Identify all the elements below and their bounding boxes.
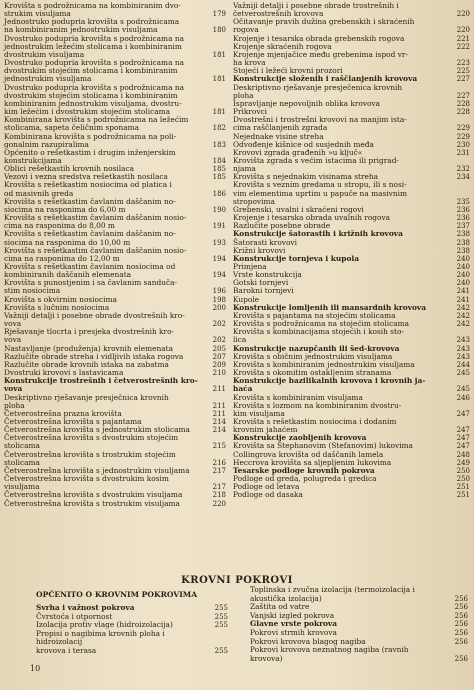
entry-page: 202 (212, 336, 226, 345)
entry-page: 186 (212, 189, 226, 198)
entry-title: Konstrukcije nazupčanih ili šed-krovova (233, 343, 400, 353)
index-entry (233, 377, 470, 385)
entry-page: 236 (456, 214, 470, 223)
entry-page: 248 (456, 450, 470, 459)
entry-title: Četverostrešna krovišta s dvostrukim stojećim (4, 433, 179, 443)
entry-title: Deskriptivno rješavanje presječnica krovnih (4, 392, 169, 402)
section-title: KROVNI POKROVI (181, 575, 293, 586)
entry-title: Četverostrešna krovišta s trostrukim stojećim (4, 449, 176, 459)
entry-title: Krovišta zgrada s većim istacima ili prigrad- (233, 155, 399, 165)
entry-page: 227 (456, 75, 470, 84)
entry-title: Dvostruko podupria krovišta s podrožnicama na (4, 33, 184, 43)
entry-title: Nejednake visine streha (233, 131, 324, 141)
entry-title: Krovišta s kombiniranim visuljama (233, 392, 363, 402)
entry-page: 255 (214, 604, 228, 612)
entry-page: 245 (456, 369, 470, 378)
entry-title: Pokrovi strmih krovova (250, 627, 337, 637)
entry-title: Dvostruko podupria krovišta s podrožnicama na (4, 82, 184, 92)
entry-title: konstrukcijama (4, 155, 62, 165)
entry-title: vova (4, 384, 23, 394)
entry-title: Konstrukcije šatorastih i križnih krovova (233, 229, 403, 239)
entry-page: 211 (212, 401, 226, 410)
entry-page: 184 (212, 156, 226, 165)
entry-title: visuljama (4, 482, 40, 492)
entry-page: 245 (456, 385, 470, 394)
entry-title: ha krova (233, 58, 266, 68)
entry-page: 211 (212, 385, 226, 394)
entry-page: 256 (454, 594, 468, 603)
entry-page: 216 (212, 458, 226, 467)
entry-title: Podloge od greda, polugreda i gredica (233, 474, 377, 484)
entry-page: 181 (212, 50, 226, 59)
entry-title: lica (233, 335, 247, 345)
entry-page: 228 (456, 99, 470, 108)
right-column (233, 2, 470, 500)
entry-title: Kombinirana krovišta s podrožnicama na ležećim (4, 115, 189, 125)
entry-page: 238 (456, 238, 470, 247)
entry-title: Četverostrešna krovišta s dvostrukim kosim (4, 474, 169, 484)
entry-page: 242 (456, 303, 470, 312)
entry-title: Krovišta sa Stephanovim (Stefanovim) lukovima (233, 441, 413, 451)
entry-title: Ispravljanje nepovoljnih oblika krovova (233, 98, 381, 108)
entry-title: rogova (233, 25, 259, 35)
entry-title: Krovišta s kombinacijama stojećih i kosih sto- (233, 327, 404, 337)
entry-title: krovnim jahaćem (233, 425, 298, 435)
entry-page: 251 (456, 483, 470, 492)
entry-page: 202 (212, 320, 226, 329)
entry-page: 236 (456, 205, 470, 214)
entry-title: stropovima (233, 196, 275, 206)
entry-title: Dvostruki krovovi s lastavicama (4, 368, 124, 378)
entry-title: kim ležećim i dvostrukim stojećim stolicama (4, 107, 171, 117)
entry-title: Krovišta s kombiniranim jednostrukim visuljama (233, 359, 415, 369)
entry-title: stolicama (4, 457, 40, 467)
entry-page: 223 (456, 59, 470, 68)
entry-title: Krovišta s okvirnim nosiocima (4, 294, 117, 304)
index-entry (36, 647, 228, 656)
entry-title: Barokni tornjevi (233, 286, 294, 296)
entry-page: 225 (456, 67, 470, 76)
entry-title: cima na rasponima do 8,00 m (4, 221, 115, 231)
entry-title: ploha (4, 400, 25, 410)
entry-page: 218 (212, 491, 226, 500)
index-entry (36, 630, 228, 647)
bottom-left-list (36, 604, 228, 656)
entry-page: 220 (456, 10, 470, 19)
entry-page: 211 (212, 409, 226, 418)
entry-title: Vrste konstrukcija (233, 270, 302, 280)
entry-page: 220 (456, 26, 470, 35)
entry-title: vova (4, 335, 22, 345)
index-entry (233, 51, 470, 59)
index-entry (233, 255, 470, 263)
entry-title: Konstrukcije bazilikalnih krovova i krovnih ja- (233, 376, 426, 386)
entry-page: 246 (456, 393, 470, 402)
entry-page: 185 (212, 165, 226, 174)
entry-title: vim elementima uprtim u papuče na masivnim (233, 188, 407, 198)
entry-title: krovova) (250, 653, 283, 663)
entry-title: Krovišta s rešetkastim čavlanim daščanim nosio- (4, 245, 187, 255)
entry-page: 194 (212, 254, 226, 263)
entry-page: 230 (456, 140, 470, 149)
index-entry (233, 84, 470, 92)
entry-title: Važniji detalji i posebne obrade trostrešnih i (233, 1, 399, 10)
entry-title: Jednostruko podupria krovišta s podrožnicama (4, 17, 180, 27)
entry-title: vova (4, 319, 22, 329)
entry-page: 214 (212, 426, 226, 435)
entry-page: 247 (456, 409, 470, 418)
entry-page: 256 (454, 611, 468, 620)
entry-title: Krovišta s okomitim ostakl|enim stranama (233, 368, 392, 378)
entry-title: Krovišta s lučnim nosiocima (4, 302, 110, 312)
entry-title: stim nosiocima (4, 286, 61, 296)
entry-page: 221 (456, 34, 470, 43)
entry-title: Gotski tornjevi (233, 278, 289, 288)
entry-page: 238 (456, 230, 470, 239)
entry-title: dvostrukim stojećim stolicama i kombiniranim (4, 66, 178, 76)
entry-page: 215 (212, 442, 226, 451)
entry-page: 182 (212, 124, 226, 133)
entry-page: 229 (456, 124, 470, 133)
index-entry (250, 655, 468, 664)
entry-title: Krovišta s rešetkastim nosiocima i dodanim (233, 416, 397, 426)
entry-title: Pokrovi krovova blagog nagiba (250, 636, 366, 646)
entry-page: 179 (212, 10, 226, 19)
entry-title: Razlučite obrade krovnih istaka na zabatma (4, 359, 169, 369)
entry-title: stolicama, sapeta čeličnim sponama (4, 123, 140, 133)
entry-page: 247 (456, 434, 470, 443)
entry-page: 194 (212, 271, 226, 280)
entry-title: Konstrukcije lomljenih ili mansardnih krovova (233, 302, 427, 312)
entry-title: Kupole (233, 294, 260, 304)
entry-title: jednostrukim ležećim stolicama i kombiniranim (4, 41, 182, 51)
entry-page: 205 (212, 344, 226, 353)
index-entry (233, 287, 470, 295)
entry-title: Važniji detalji i posebne obrade dvostrešnih kro- (4, 310, 185, 320)
entry-title: Tesarske podloge krovnih pokrova (233, 465, 375, 475)
entry-title: Križni krovovi (233, 245, 286, 255)
index-entry (4, 328, 226, 336)
index-entry (4, 312, 226, 320)
entry-title: dvostrukim stojećim stolicama i kombiniranim (4, 90, 178, 100)
entry-page: 241 (456, 295, 470, 304)
entry-page: 227 (456, 91, 470, 100)
entry-title: Šatorasti krovovi (233, 237, 297, 247)
entry-title: Krovišta s rešetkastim čavlanim daščanim no- (4, 229, 176, 239)
entry-title: Krojenje skraćenih rogova (233, 41, 332, 51)
index-entry (233, 491, 470, 499)
entry-page: 243 (456, 344, 470, 353)
entry-title: Heccrova krovišta sa sljepljenim lukovima (233, 457, 392, 467)
entry-title: Općenito o rešetkastim i drugim inženjerskim (4, 147, 176, 157)
entry-title: Četverostrešna prazna krovišta (4, 408, 122, 418)
entry-page: 247 (456, 442, 470, 451)
entry-title: siocima na rasponima do 6,00 m (4, 204, 126, 214)
entry-page: 180 (212, 26, 226, 35)
entry-title: Nastavljanje (produženja) krovnih elemenata (4, 343, 174, 353)
entry-page: 217 (212, 483, 226, 492)
entry-title: na kombiniranim jednostrukim visuljama (4, 25, 158, 35)
entry-page: 214 (212, 417, 226, 426)
entry-title: Izolacija protiv vlage (hidroizolacija) (36, 620, 173, 630)
entry-title: Razlučite obrade streha i vidljivih istaka rogova (4, 351, 184, 361)
entry-title: kombiniranih daščanih elemenata (4, 270, 132, 280)
entry-title: Primjena (233, 262, 267, 271)
entry-page: 232 (456, 165, 470, 174)
entry-title: Konstrukcije zaobljenih krovova (233, 433, 367, 443)
entry-title: Krovišta s rešetkastim nosiocima od platica i (4, 180, 172, 190)
entry-page: 200 (212, 303, 226, 312)
entry-page: 183 (212, 140, 226, 149)
entry-title: Krovišta s lozmom na kombiniranim dvostru- (233, 400, 402, 410)
entry-title: kim visuljama (233, 408, 285, 418)
index-entry (233, 157, 470, 165)
index-entry (4, 394, 226, 402)
entry-page: 255 (214, 612, 228, 621)
entry-page: 251 (456, 491, 470, 500)
entry-title: Vezovi i veznа sredstva rešetkastih nosilaca (4, 172, 168, 182)
entry-page: 228 (456, 108, 470, 117)
entry-title: akustička izolacija) (250, 593, 322, 603)
entry-title: Propisi o nagibima krovnih ploha i hidroizolacij (36, 628, 165, 647)
entry-title: strukim visuljama (4, 9, 71, 19)
entry-title: Krovišta s vezním gredama u stropu, ili s nosi- (233, 180, 407, 190)
entry-title: Collingrova krovišta od daščanih lamela (233, 449, 384, 459)
entry-title: Čvrstoća i otpornost (36, 611, 113, 621)
entry-title: Vanjski izgled pokrova (250, 610, 335, 620)
entry-page: 242 (456, 320, 470, 329)
subsection-title: OPĆENITO O KROVNIM POKROVIMA (36, 590, 198, 599)
entry-title: Krojenje i tesarska obrada uvalnih rogova (233, 213, 391, 223)
entry-title: od masivnih greda (4, 188, 74, 198)
entry-title: jednostrukim visuljama (4, 74, 92, 84)
entry-page: 198 (212, 295, 226, 304)
entry-title: Četverostrešna krovišta s dvostrukim visuljama (4, 490, 183, 500)
entry-title: Razlučite posebne obrade (233, 221, 331, 231)
entry-title: stolicama (4, 441, 40, 451)
entry-title: Krovišta s pajantama na stojećim stolicama (233, 310, 396, 320)
entry-title: Kombinirana krovišta s podrožnicama na poli- (4, 131, 177, 141)
entry-page: 209 (212, 360, 226, 369)
entry-title: Konstrukcije trostrešnih i četverostrešnih kro- (4, 376, 198, 386)
entry-page: 196 (212, 287, 226, 296)
entry-page: 247 (456, 426, 470, 435)
entry-page: 256 (454, 628, 468, 637)
entry-title: Četverostrešna krovišta s trostrukim visuljama (4, 498, 180, 508)
entry-title: kombiniranim jednostrukim visuljama, dvostru- (4, 98, 182, 108)
entry-title: Konstrukcije tornjeva i kupola (233, 253, 359, 263)
entry-page: 256 (454, 637, 468, 646)
entry-page: 193 (212, 238, 226, 247)
entry-page: 256 (454, 654, 468, 663)
entry-title: Prikrovci (233, 107, 268, 117)
entry-title: Dvostrešni i trostrešni krovovi na manjim ista- (233, 115, 407, 125)
entry-title: siocima na rasponima do 10,00 m (4, 237, 131, 247)
entry-page: 217 (212, 466, 226, 475)
entry-title: Krojenje mjenjačice među grebenima ispod vr- (233, 49, 408, 59)
index-entry (233, 328, 470, 336)
entry-title: Krojenje i tesarska obrada grebenskih rogova (233, 33, 405, 43)
entry-title: Četverostrešna krovišta s jednostrukim visuljama (4, 465, 190, 475)
entry-title: njama (233, 164, 256, 174)
entry-page: 181 (212, 75, 226, 84)
entry-page: 220 (212, 499, 226, 508)
page-number: 10 (30, 664, 41, 673)
entry-page: 256 (454, 603, 468, 612)
entry-page: 210 (212, 369, 226, 378)
entry-page: 185 (212, 173, 226, 182)
entry-page: 207 (212, 352, 226, 361)
entry-title: Toplinska i zvučna izolacija (termoizolacija i (250, 585, 415, 594)
entry-title: Krovišta s podrožnicama na stojećim stolicama (233, 319, 410, 329)
entry-title: Krovišta s običnim jednostrukim visuljama (233, 351, 393, 361)
entry-page: 240 (456, 271, 470, 280)
entry-title: Četverostrešna krovišta s pajantama (4, 416, 142, 426)
index-entry (4, 377, 226, 385)
entry-page: 249 (456, 458, 470, 467)
entry-title: haća (233, 384, 253, 394)
entry-title: cima na rasponima do 12,00 m (4, 253, 120, 263)
entry-title: Konstrukcije složenih i raščlanjenih krovova (233, 74, 418, 84)
entry-title: Odvođenje kišnice od susjednih međa (233, 139, 374, 149)
entry-page: 244 (456, 360, 470, 369)
entry-title: Očitavanje pravih dužina grebenskih i skrаćenih (233, 17, 415, 27)
entry-title: Podloge od dasaka (233, 490, 303, 500)
entry-page: 243 (456, 352, 470, 361)
entry-page: 250 (456, 466, 470, 475)
entry-title: cima raščlanjenih zgrada (233, 123, 328, 133)
entry-title: Oblici rešetkastih krovnih nosilaca (4, 164, 135, 174)
entry-title: Glavne vrste pokrova (250, 619, 338, 629)
entry-title: Zaštita od vatre (250, 602, 310, 612)
index-entry (233, 18, 470, 26)
entry-title: Krovovi zgrada građenih »u ključ« (233, 147, 363, 157)
entry-title: Krovišta s rešetkastim čavlanim daščanim no- (4, 196, 176, 206)
entry-title: gonalnim razupiralima (4, 139, 89, 149)
entry-title: Rješavanje tlocrta i presjeka dvostrešnih krо- (4, 327, 175, 337)
entry-title: Stojeći i ležeći krovni prozori (233, 66, 343, 76)
entry-page: 240 (456, 263, 470, 271)
entry-title: Krovišta s rešetkastim čavlanim daščanim nosio- (4, 213, 187, 223)
entry-title: Krovišta s nejednakim visinama streha (233, 172, 379, 182)
entry-page: 240 (456, 279, 470, 288)
entry-page: 190 (212, 205, 226, 214)
entry-title: Dvostruko podupria krovišta s podrožnicama na (4, 58, 184, 68)
entry-title: krovova i terasa (36, 645, 97, 655)
entry-page: 191 (212, 222, 226, 231)
bottom-right-list (250, 586, 468, 663)
entry-page: 255 (214, 646, 228, 655)
entry-title: Krovišta s podrožnicama na kombiniranim dvo- (4, 1, 181, 10)
index-entry (233, 100, 470, 108)
entry-page: 229 (456, 132, 470, 141)
entry-title: Pokrovi krovova neznatnog nagiba (ravnih (250, 645, 409, 655)
entry-page: 240 (456, 254, 470, 263)
entry-page: 255 (214, 621, 228, 630)
entry-page: 237 (456, 222, 470, 231)
entry-title: Krovišta s rešetkastim čavlanim nosiocima od (4, 262, 176, 271)
entry-page: 181 (212, 108, 226, 117)
entry-title: Grebenski, uvalni i skraćeni rogovi (233, 204, 364, 214)
entry-page: 243 (456, 336, 470, 345)
entry-page: 235 (456, 197, 470, 206)
entry-title: ploha (233, 90, 254, 100)
entry-page: 242 (456, 311, 470, 320)
entry-title: Podloge od letava (233, 482, 300, 492)
entry-page: 238 (456, 246, 470, 255)
entry-title: Četverostrešna krovišta s jednostrukim stolicama (4, 425, 190, 435)
entry-title: dvostrukim visuljama (4, 49, 85, 59)
entry-page: 256 (454, 620, 468, 629)
entry-page: 222 (456, 42, 470, 51)
entry-title: Deskriptivno rješavanje presječenica krovnih (233, 82, 403, 92)
entry-page: 234 (456, 173, 470, 182)
entry-title: Svrha i važnost pokrova (36, 603, 135, 612)
index-entry (4, 500, 226, 508)
entry-page: 250 (456, 475, 470, 484)
entry-page: 241 (456, 287, 470, 296)
entry-title: Krovišta s punostjenim i sa čavlanim sandučа- (4, 278, 178, 288)
entry-title: četverostrešnih krovova (233, 9, 324, 19)
left-column (4, 2, 226, 508)
entry-page: 231 (456, 148, 470, 157)
